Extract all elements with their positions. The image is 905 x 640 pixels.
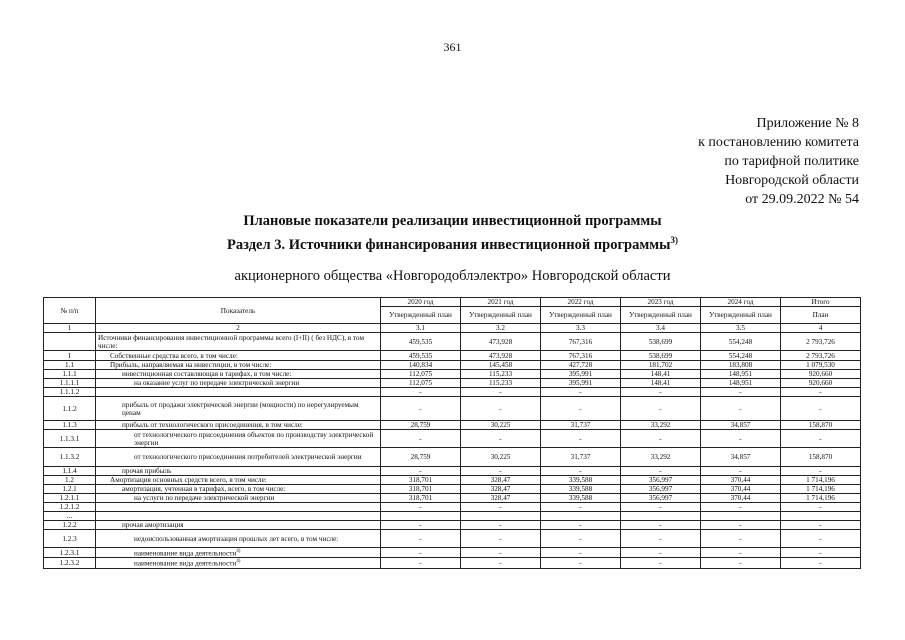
row-indicator-text: инвестиционная составляющая в тарифах, в том числе: bbox=[122, 370, 292, 378]
table-row bbox=[44, 388, 861, 397]
appendix-block bbox=[698, 114, 859, 209]
row-total-value: - bbox=[781, 558, 861, 568]
header-num: № п/п bbox=[44, 298, 96, 324]
table-row bbox=[44, 397, 861, 421]
column-number: 3.5 bbox=[701, 324, 781, 333]
header-plan: Утвержденный план bbox=[621, 307, 701, 324]
table-row bbox=[44, 558, 861, 568]
row-year-value: - bbox=[701, 558, 781, 568]
row-indicator bbox=[96, 548, 381, 558]
table-row bbox=[44, 351, 861, 361]
row-indicator-text: прибыль от продажи электрической энергии (мощности) по нерегулируемым ценам bbox=[122, 400, 359, 417]
row-indicator bbox=[96, 379, 381, 388]
row-year-value: - bbox=[621, 503, 701, 512]
row-year-value: - bbox=[541, 521, 621, 530]
row-year-value bbox=[541, 512, 621, 521]
row-year-value: 459,535 bbox=[381, 351, 461, 361]
row-year-value: - bbox=[381, 521, 461, 530]
row-number: 1.2 bbox=[44, 476, 96, 485]
column-number: 3.4 bbox=[621, 324, 701, 333]
row-indicator bbox=[96, 512, 381, 521]
row-indicator bbox=[96, 430, 381, 448]
row-total-value: - bbox=[781, 521, 861, 530]
row-indicator bbox=[96, 485, 381, 494]
row-year-value: - bbox=[701, 521, 781, 530]
appendix-line: по тарифной политике bbox=[724, 154, 859, 169]
row-indicator bbox=[96, 333, 381, 351]
row-year-value: 140,834 bbox=[381, 361, 461, 370]
row-year-value: - bbox=[381, 397, 461, 421]
row-year-value: 356,997 bbox=[621, 476, 701, 485]
row-year-value: - bbox=[541, 388, 621, 397]
header-row-years bbox=[44, 298, 861, 307]
row-year-value: - bbox=[541, 467, 621, 476]
column-number: 3.2 bbox=[461, 324, 541, 333]
row-year-value: 459,535 bbox=[381, 333, 461, 351]
row-year-value bbox=[381, 512, 461, 521]
page-number: 361 bbox=[443, 40, 462, 54]
row-total-value: 158,870 bbox=[781, 421, 861, 430]
row-year-value: 370,44 bbox=[701, 494, 781, 503]
row-year-value: - bbox=[381, 467, 461, 476]
row-year-value: - bbox=[461, 388, 541, 397]
row-year-value: - bbox=[621, 530, 701, 548]
row-number: 1.1.3.1 bbox=[44, 430, 96, 448]
row-number: 1.1.2 bbox=[44, 397, 96, 421]
header-year: 2023 год bbox=[621, 298, 701, 307]
row-year-value: 115,233 bbox=[461, 379, 541, 388]
row-indicator-text: Источники финансирования инвестиционной программы всего (I+II) ( без НДС), в том числе: bbox=[98, 333, 365, 350]
table-row bbox=[44, 503, 861, 512]
header-total-plan: План bbox=[781, 307, 861, 324]
row-indicator-text: амортизация, учтенная в тарифах, всего, в том числе: bbox=[122, 485, 286, 493]
row-year-value bbox=[461, 512, 541, 521]
row-year-value: 339,588 bbox=[541, 494, 621, 503]
row-year-value: - bbox=[701, 388, 781, 397]
row-year-value: - bbox=[461, 397, 541, 421]
row-year-value: 33,292 bbox=[621, 448, 701, 467]
row-year-value: - bbox=[621, 397, 701, 421]
row-indicator-text: прибыль от технологического присоединения, в том числе: bbox=[122, 421, 303, 429]
row-number: ... bbox=[44, 512, 96, 521]
title-footnote-mark: 3) bbox=[670, 235, 678, 245]
row-year-value: 318,701 bbox=[381, 494, 461, 503]
row-year-value: - bbox=[621, 388, 701, 397]
footnote-mark: 4) bbox=[236, 549, 241, 554]
financing-sources-table bbox=[43, 297, 861, 569]
row-year-value: - bbox=[621, 558, 701, 568]
row-number: 1.2.1.2 bbox=[44, 503, 96, 512]
row-year-value: 339,588 bbox=[541, 476, 621, 485]
row-total-value: 1 714,196 bbox=[781, 476, 861, 485]
column-number: 3.3 bbox=[541, 324, 621, 333]
row-year-value: 115,233 bbox=[461, 370, 541, 379]
header-year: 2024 год bbox=[701, 298, 781, 307]
row-year-value: 34,857 bbox=[701, 448, 781, 467]
header-year: 2022 год bbox=[541, 298, 621, 307]
row-year-value: 33,292 bbox=[621, 421, 701, 430]
row-number: 1.1 bbox=[44, 361, 96, 370]
row-indicator bbox=[96, 530, 381, 548]
row-indicator-text: прочая прибыль bbox=[122, 467, 172, 475]
row-indicator bbox=[96, 476, 381, 485]
row-year-value: - bbox=[461, 558, 541, 568]
row-number: 1.1.1 bbox=[44, 370, 96, 379]
row-year-value: 28,759 bbox=[381, 421, 461, 430]
row-year-value: - bbox=[461, 530, 541, 548]
header-total: Итого bbox=[781, 298, 861, 307]
row-indicator-text: Амортизация основных средств всего, в том числе: bbox=[110, 476, 267, 484]
row-year-value: - bbox=[541, 397, 621, 421]
row-year-value: 328,47 bbox=[461, 494, 541, 503]
table-row bbox=[44, 333, 861, 351]
row-year-value: - bbox=[541, 558, 621, 568]
row-number: I bbox=[44, 351, 96, 361]
row-number: 1.2.1 bbox=[44, 485, 96, 494]
row-indicator-text: Собственные средства всего, в том числе: bbox=[110, 351, 238, 360]
row-year-value: - bbox=[621, 467, 701, 476]
table-row bbox=[44, 448, 861, 467]
table-row bbox=[44, 485, 861, 494]
row-number: 1.2.3 bbox=[44, 530, 96, 548]
row-total-value: - bbox=[781, 397, 861, 421]
row-year-value: - bbox=[461, 467, 541, 476]
row-year-value: - bbox=[701, 503, 781, 512]
row-indicator bbox=[96, 351, 381, 361]
row-year-value: 148,951 bbox=[701, 379, 781, 388]
row-year-value: 148,41 bbox=[621, 370, 701, 379]
header-indicator: Показатель bbox=[96, 298, 381, 324]
table-row bbox=[44, 476, 861, 485]
row-indicator-text: на оказание услуг по передаче электрической энергии bbox=[134, 379, 300, 387]
row-year-value: 538,699 bbox=[621, 351, 701, 361]
row-year-value: 356,997 bbox=[621, 485, 701, 494]
row-year-value: 370,44 bbox=[701, 476, 781, 485]
table-row bbox=[44, 361, 861, 370]
row-total-value: 920,660 bbox=[781, 379, 861, 388]
table-row bbox=[44, 512, 861, 521]
row-number: 1.2.3.1 bbox=[44, 548, 96, 558]
header-plan: Утвержденный план bbox=[541, 307, 621, 324]
row-total-value: - bbox=[781, 530, 861, 548]
row-year-value: - bbox=[621, 430, 701, 448]
row-year-value: - bbox=[621, 521, 701, 530]
row-indicator bbox=[96, 397, 381, 421]
row-total-value: 158,870 bbox=[781, 448, 861, 467]
row-year-value: - bbox=[381, 548, 461, 558]
row-year-value: 31,737 bbox=[541, 448, 621, 467]
row-year-value: - bbox=[541, 530, 621, 548]
row-total-value: - bbox=[781, 548, 861, 558]
row-year-value: - bbox=[461, 548, 541, 558]
row-year-value: - bbox=[461, 503, 541, 512]
header-year: 2021 год bbox=[461, 298, 541, 307]
row-year-value: 395,991 bbox=[541, 370, 621, 379]
row-year-value: - bbox=[701, 397, 781, 421]
row-indicator-text: от технологического присоединения объектов по производству электрической энергии bbox=[134, 430, 374, 447]
row-year-value: 767,316 bbox=[541, 333, 621, 351]
row-year-value: 112,075 bbox=[381, 370, 461, 379]
row-year-value: 148,951 bbox=[701, 370, 781, 379]
row-indicator-text: на услуги по передаче электрической энергии bbox=[134, 494, 275, 502]
table-body bbox=[44, 333, 861, 569]
footnote-mark: 4) bbox=[236, 559, 241, 565]
row-total-value: 1 714,196 bbox=[781, 494, 861, 503]
row-indicator bbox=[96, 521, 381, 530]
row-total-value: 2 793,726 bbox=[781, 351, 861, 361]
header-plan: Утвержденный план bbox=[701, 307, 781, 324]
row-indicator bbox=[96, 361, 381, 370]
header-plan: Утвержденный план bbox=[461, 307, 541, 324]
row-year-value: - bbox=[701, 430, 781, 448]
row-indicator-text: наименование вида деятельности bbox=[134, 549, 237, 558]
row-total-value bbox=[781, 512, 861, 521]
row-year-value: - bbox=[381, 558, 461, 568]
row-year-value: 356,997 bbox=[621, 494, 701, 503]
table-row bbox=[44, 421, 861, 430]
row-year-value: 318,701 bbox=[381, 476, 461, 485]
column-number: 4 bbox=[781, 324, 861, 333]
row-year-value: 30,225 bbox=[461, 448, 541, 467]
row-year-value: 30,225 bbox=[461, 421, 541, 430]
row-number: 1.1.4 bbox=[44, 467, 96, 476]
row-year-value: - bbox=[461, 430, 541, 448]
table-row bbox=[44, 548, 861, 558]
row-year-value: 28,759 bbox=[381, 448, 461, 467]
row-year-value: 473,928 bbox=[461, 333, 541, 351]
row-indicator-text: Прибыль, направляемая на инвестиции, в том числе: bbox=[110, 361, 272, 369]
row-year-value: - bbox=[461, 521, 541, 530]
column-number: 2 bbox=[96, 324, 381, 333]
row-year-value: 183,808 bbox=[701, 361, 781, 370]
document-title bbox=[0, 212, 905, 255]
row-year-value: 31,737 bbox=[541, 421, 621, 430]
column-number: 1 bbox=[44, 324, 96, 333]
row-year-value: 339,588 bbox=[541, 485, 621, 494]
row-year-value bbox=[701, 512, 781, 521]
row-year-value: - bbox=[701, 467, 781, 476]
row-total-value: - bbox=[781, 503, 861, 512]
row-year-value: 318,701 bbox=[381, 485, 461, 494]
title-line-2 bbox=[0, 231, 905, 255]
row-year-value: 554,248 bbox=[701, 333, 781, 351]
row-year-value: 34,857 bbox=[701, 421, 781, 430]
table-row bbox=[44, 494, 861, 503]
row-year-value: - bbox=[701, 548, 781, 558]
row-year-value: 328,47 bbox=[461, 485, 541, 494]
row-year-value: 473,928 bbox=[461, 351, 541, 361]
row-year-value: 554,248 bbox=[701, 351, 781, 361]
row-total-value: - bbox=[781, 467, 861, 476]
table-row bbox=[44, 370, 861, 379]
table-row bbox=[44, 530, 861, 548]
row-indicator-text: наименование вида деятельности bbox=[134, 559, 237, 568]
row-year-value: 181,702 bbox=[621, 361, 701, 370]
row-year-value: - bbox=[541, 430, 621, 448]
row-indicator bbox=[96, 448, 381, 467]
table-row bbox=[44, 521, 861, 530]
row-indicator bbox=[96, 370, 381, 379]
row-indicator bbox=[96, 467, 381, 476]
column-number: 3.1 bbox=[381, 324, 461, 333]
row-year-value bbox=[621, 512, 701, 521]
row-year-value: 328,47 bbox=[461, 476, 541, 485]
row-year-value: - bbox=[541, 548, 621, 558]
row-number: 1.2.1.1 bbox=[44, 494, 96, 503]
row-indicator bbox=[96, 503, 381, 512]
column-number-row bbox=[44, 324, 861, 333]
header-plan: Утвержденный план bbox=[381, 307, 461, 324]
row-number: 1.2.3.2 bbox=[44, 558, 96, 568]
row-year-value: 395,991 bbox=[541, 379, 621, 388]
appendix-line: от 29.09.2022 № 54 bbox=[745, 192, 859, 207]
row-year-value: 148,41 bbox=[621, 379, 701, 388]
row-year-value: - bbox=[541, 503, 621, 512]
appendix-line: к постановлению комитета bbox=[698, 135, 859, 150]
row-year-value: 370,44 bbox=[701, 485, 781, 494]
row-indicator bbox=[96, 388, 381, 397]
row-year-value: - bbox=[701, 530, 781, 548]
table-row bbox=[44, 379, 861, 388]
row-total-value: 1 079,530 bbox=[781, 361, 861, 370]
row-year-value: - bbox=[381, 388, 461, 397]
row-year-value: - bbox=[381, 503, 461, 512]
table-row bbox=[44, 467, 861, 476]
row-total-value: 920,660 bbox=[781, 370, 861, 379]
row-year-value: 538,699 bbox=[621, 333, 701, 351]
appendix-line: Новгородской области bbox=[725, 173, 859, 188]
row-year-value: 112,075 bbox=[381, 379, 461, 388]
header-year: 2020 год bbox=[381, 298, 461, 307]
row-number: 1.1.3.2 bbox=[44, 448, 96, 467]
row-year-value: 427,728 bbox=[541, 361, 621, 370]
row-indicator-text: от технологического присоединения потребителей электрической энергии bbox=[134, 453, 362, 461]
row-total-value: - bbox=[781, 430, 861, 448]
row-number: 1.1.1.2 bbox=[44, 388, 96, 397]
row-indicator bbox=[96, 421, 381, 430]
title-line-2-text: Раздел 3. Источники финансирования инвестиционной программы bbox=[227, 236, 671, 253]
row-year-value: - bbox=[381, 430, 461, 448]
appendix-line: Приложение № 8 bbox=[756, 116, 859, 131]
row-year-value: - bbox=[381, 530, 461, 548]
row-indicator-text: прочая амортизация bbox=[122, 521, 184, 529]
row-number bbox=[44, 333, 96, 351]
row-year-value: - bbox=[621, 548, 701, 558]
row-number: 1.1.1.1 bbox=[44, 379, 96, 388]
row-year-value: 145,458 bbox=[461, 361, 541, 370]
row-total-value: - bbox=[781, 388, 861, 397]
row-total-value: 1 714,196 bbox=[781, 485, 861, 494]
organization-name: акционерного общества «Новгородоблэлектро» Новгородской области bbox=[234, 268, 671, 284]
row-number: 1.2.2 bbox=[44, 521, 96, 530]
row-indicator bbox=[96, 558, 381, 568]
row-indicator-text: недоиспользованная амортизация прошлых лет всего, в том числе: bbox=[134, 534, 339, 543]
row-year-value: 767,316 bbox=[541, 351, 621, 361]
table-row bbox=[44, 430, 861, 448]
title-line-1: Плановые показатели реализации инвестиционной программы bbox=[243, 213, 662, 229]
row-indicator bbox=[96, 494, 381, 503]
row-number: 1.1.3 bbox=[44, 421, 96, 430]
row-total-value: 2 793,726 bbox=[781, 333, 861, 351]
